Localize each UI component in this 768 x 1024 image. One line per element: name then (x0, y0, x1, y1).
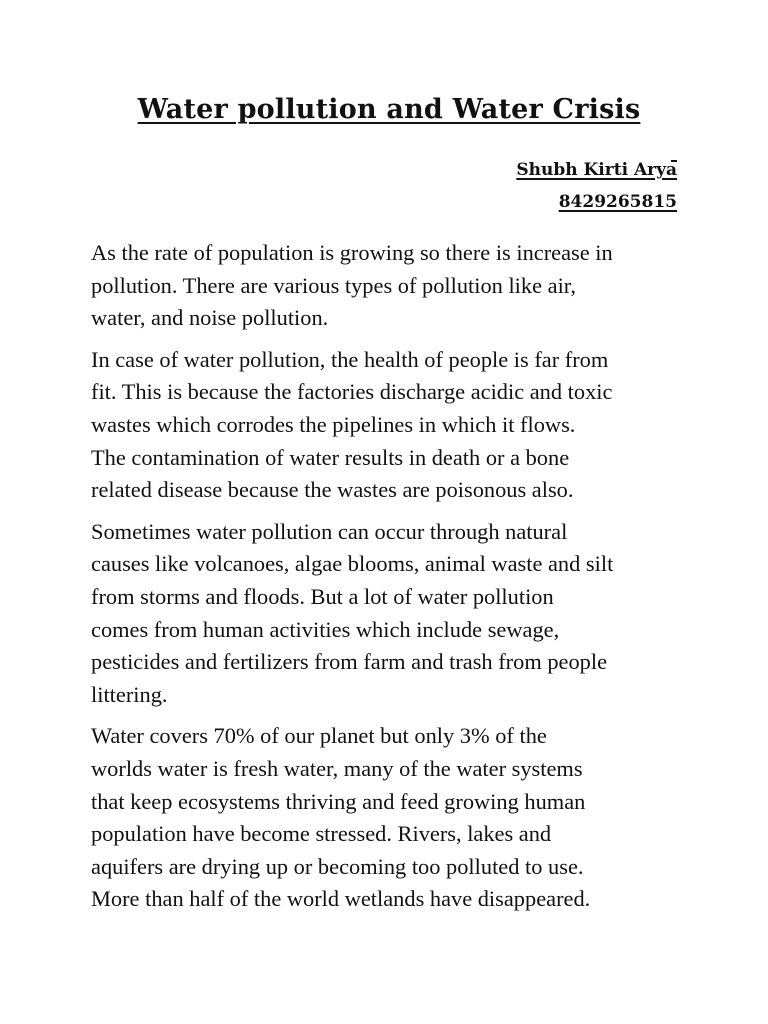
paragraph-line: pesticides and fertilizers from farm and trash from people (91, 649, 608, 675)
paragraph (91, 516, 691, 712)
paragraph-line: pollution. There are various types of pollution like air, (91, 272, 576, 298)
paragraph-line: More than half of the world wetlands have disappeared. (91, 886, 591, 912)
paragraph-line: aquifers are drying up or becoming too polluted to use. (91, 853, 584, 879)
paragraph-line: Water covers 70% of our planet but only 3% of the (91, 723, 547, 749)
paragraph-line: littering. (91, 681, 168, 707)
author-name: Shubh Kirti Arya (516, 160, 677, 180)
paragraph-line: that keep ecosystems thriving and feed growing human (91, 788, 586, 814)
paragraph-line: population have become stressed. Rivers, lakes and (91, 821, 552, 847)
paragraph-line: fit. This is because the factories discharge acidic and toxic (91, 379, 613, 405)
paragraph-line: comes from human activities which include sewage, (91, 616, 560, 642)
document-body (91, 237, 691, 925)
paragraph (91, 237, 691, 335)
document-page (91, 0, 687, 1024)
paragraph-line: from storms and floods. But a lot of water pollution (91, 583, 554, 609)
paragraph-line: worlds water is fresh water, many of the water systems (91, 755, 583, 781)
document-title: Water pollution and Water Crisis (137, 94, 641, 125)
author-block (516, 160, 677, 212)
paragraph-line: Sometimes water pollution can occur through natural (91, 518, 568, 544)
paragraph-line: As the rate of population is growing so there is increase in (91, 240, 613, 265)
paragraph (91, 720, 691, 916)
paragraph-line: In case of water pollution, the health of people is far from (91, 346, 609, 372)
paragraph-line: causes like volcanoes, algae blooms, animal waste and silt (91, 551, 614, 577)
paragraph-line: water, and noise pollution. (91, 305, 329, 331)
author-phone: 8429265815 (558, 192, 677, 212)
paragraph-line: wastes which corrodes the pipelines in which it flows. (91, 411, 576, 437)
paragraph-line: The contamination of water results in death or a bone (91, 444, 570, 470)
paragraph-line: related disease because the wastes are poisonous also. (91, 477, 574, 503)
paragraph (91, 344, 691, 507)
